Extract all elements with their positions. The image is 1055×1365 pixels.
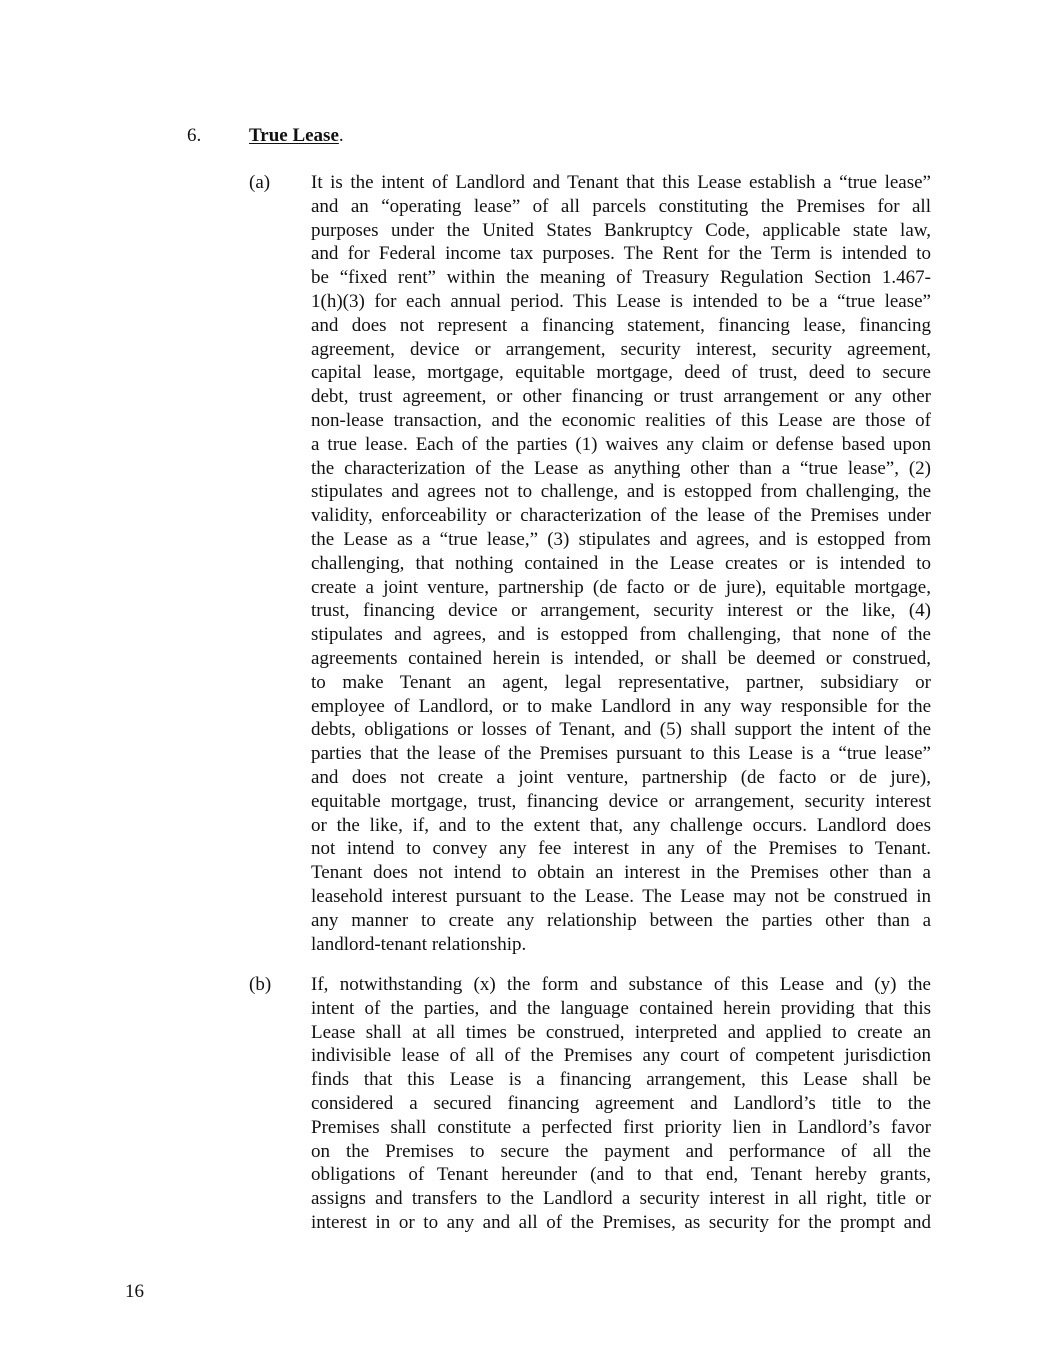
paragraph-line: agreements contained herein is intended, or shall be deemed or construed, xyxy=(311,647,931,669)
section-title-suffix: . xyxy=(338,125,344,146)
paragraph-line: Tenant does not intend to obtain an interest in the Premises other than a xyxy=(311,862,931,884)
paragraph-line: leasehold interest pursuant to the Lease. The Lease may not be construed in xyxy=(311,885,931,907)
paragraph-line: It is the intent of Landlord and Tenant that this Lease establish a “true lease” xyxy=(311,172,931,193)
paragraph-line: stipulates and agrees, and is estopped from challenging, that none of the xyxy=(311,624,931,646)
paragraph-line: agreement, device or arrangement, security interest, security agreement, xyxy=(311,338,931,360)
paragraph-line: stipulates and agrees not to challenge, and is estopped from challenging, the xyxy=(311,481,931,503)
paragraph-line: and an “operating lease” of all parcels constituting the Premises for all xyxy=(311,195,931,217)
paragraph-line: the characterization of the Lease as anything other than a “true lease”, (2) xyxy=(311,457,931,479)
paragraph-label-b: (b) xyxy=(249,974,272,995)
page-number: 16 xyxy=(125,1281,144,1302)
section-title: True Lease xyxy=(249,125,339,146)
paragraph-line: create a joint venture, partnership (de facto or de jure), equitable mortgage, xyxy=(311,576,931,598)
paragraph-line: a true lease. Each of the parties (1) waives any claim or defense based upon xyxy=(311,433,931,455)
paragraph-line: considered a secured financing agreement and Landlord’s title to the xyxy=(311,1092,931,1114)
paragraph-line: and does not represent a financing statement, financing lease, financing xyxy=(311,314,931,336)
paragraph-line: or the like, if, and to the extent that, any challenge occurs. Landlord does xyxy=(311,814,931,836)
paragraph-line: equitable mortgage, trust, financing device or arrangement, security interest xyxy=(311,790,931,812)
paragraph-line: landlord-tenant relationship. xyxy=(311,933,527,955)
paragraph-line: Lease shall at all times be construed, interpreted and applied to create an xyxy=(311,1021,931,1043)
paragraph-line: 1(h)(3) for each annual period. This Lease is intended to be a “true lease” xyxy=(311,290,931,312)
paragraph-line: assigns and transfers to the Landlord a security interest in all right, title or xyxy=(311,1188,931,1210)
paragraph-line: purposes under the United States Bankruptcy Code, applicable state law, xyxy=(311,219,931,241)
paragraph-line: capital lease, mortgage, equitable mortgage, deed of trust, deed to secure xyxy=(311,362,931,384)
paragraph-line: trust, financing device or arrangement, security interest or the like, (4) xyxy=(311,600,931,622)
paragraph-line: validity, enforceability or characterization of the lease of the Premises under xyxy=(311,505,931,527)
paragraph-line: to make Tenant an agent, legal representative, partner, subsidiary or xyxy=(311,671,931,693)
paragraph-line: non-lease transaction, and the economic realities of this Lease are those of xyxy=(311,409,931,431)
paragraph-line: challenging, that nothing contained in the Lease creates or is intended to xyxy=(311,552,931,574)
paragraph-line: the Lease as a “true lease,” (3) stipulates and agrees, and is estopped from xyxy=(311,528,931,550)
paragraph-b xyxy=(311,973,931,1235)
paragraph-line: intent of the parties, and the language contained herein providing that this xyxy=(311,997,931,1019)
paragraph-a xyxy=(311,171,931,956)
paragraph-line: indivisible lease of all of the Premises any court of competent jurisdiction xyxy=(311,1045,931,1067)
section-number: 6. xyxy=(187,125,202,146)
section-heading xyxy=(249,124,344,148)
paragraph-line: If, notwithstanding (x) the form and substance of this Lease and (y) the xyxy=(311,974,931,995)
paragraph-line: obligations of Tenant hereunder (and to that end, Tenant hereby grants, xyxy=(311,1164,931,1186)
paragraph-line: parties that the lease of the Premises pursuant to this Lease is a “true lease” xyxy=(311,743,931,765)
paragraph-line: finds that this Lease is a financing arrangement, this Lease shall be xyxy=(311,1069,931,1091)
paragraph-line: employee of Landlord, or to make Landlord in any way responsible for the xyxy=(311,695,931,717)
paragraph-label-a: (a) xyxy=(249,172,271,193)
paragraph-line: and for Federal income tax purposes. The Rent for the Term is intended to xyxy=(311,243,931,265)
paragraph-line: debts, obligations or losses of Tenant, and (5) shall support the intent of the xyxy=(311,719,931,741)
paragraph-line: on the Premises to secure the payment and performance of all the xyxy=(311,1140,931,1162)
paragraph-line: Premises shall constitute a perfected first priority lien in Landlord’s favor xyxy=(311,1116,931,1138)
paragraph-line: debt, trust agreement, or other financing or trust arrangement or any other xyxy=(311,386,931,408)
paragraph-line: interest in or to any and all of the Premises, as security for the prompt and xyxy=(311,1211,931,1233)
paragraph-line: and does not create a joint venture, partnership (de facto or de jure), xyxy=(311,766,931,788)
paragraph-line: not intend to convey any fee interest in any of the Premises to Tenant. xyxy=(311,838,931,860)
paragraph-line: any manner to create any relationship between the parties other than a xyxy=(311,909,931,931)
paragraph-line: be “fixed rent” within the meaning of Treasury Regulation Section 1.467- xyxy=(311,267,931,289)
